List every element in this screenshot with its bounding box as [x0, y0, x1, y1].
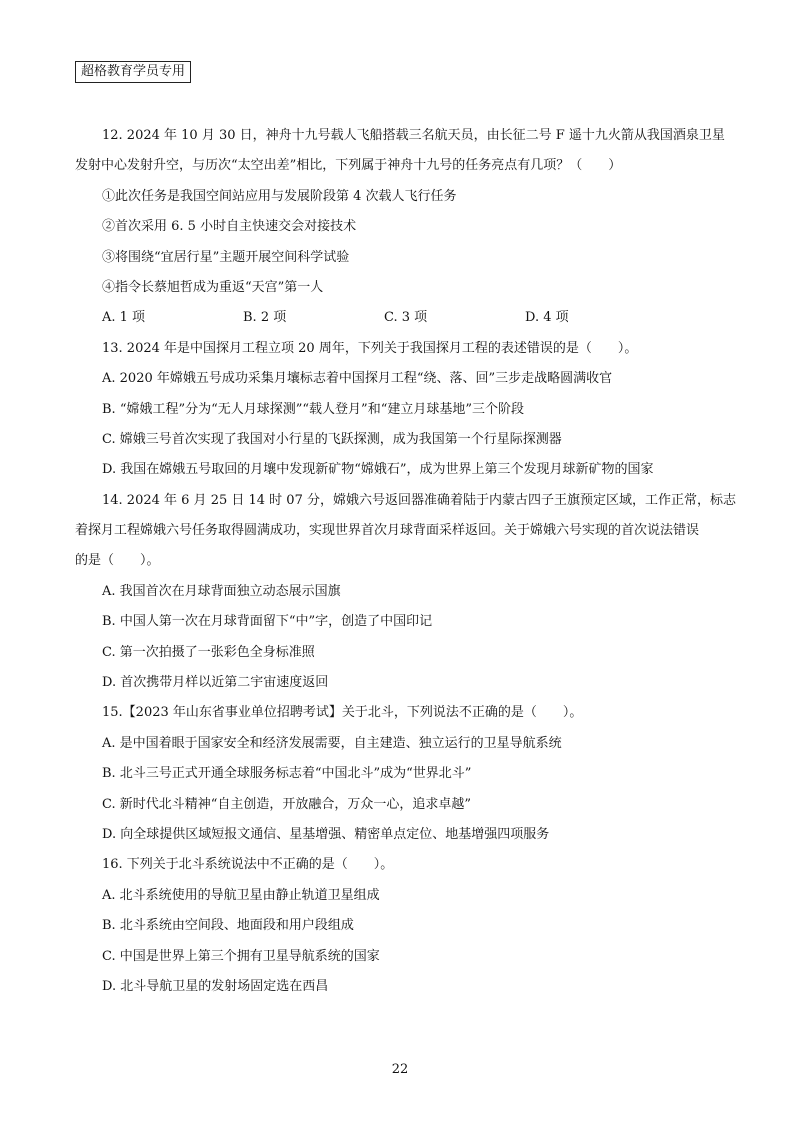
option-b: B. 中国人第一次在月球背面留下“中”字，创造了中国印记: [102, 614, 433, 630]
question-14: [75, 486, 736, 699]
question-stem-line: 发射中心发射升空，与历次“太空出差”相比，下列属于神舟十九号的任务亮点有几项？（ ）: [75, 158, 622, 174]
option-d: D. 北斗导航卫星的发射场固定选在西昌: [102, 978, 329, 994]
question-stem-line: 12. 2024 年 10 月 30 日，神舟十九号载人飞船搭载三名航天员，由长征二号 F 遥十九火箭从我国酒泉卫星: [102, 128, 725, 143]
option-c: C. 中国是世界上第三个拥有卫星导航系统的国家: [102, 948, 380, 964]
option-d: D. 4 项: [525, 310, 569, 326]
option-b: B. 北斗三号正式开通全球服务标志着“中国北斗”成为“世界北斗”: [102, 766, 472, 782]
question-12: [75, 121, 727, 334]
option-c: C. 新时代北斗精神“自主创造，开放融合，万众一心，追求卓越”: [102, 796, 472, 812]
option-c: C. 3 项: [384, 310, 428, 326]
question-list: [75, 121, 736, 1002]
question-13: [75, 334, 727, 486]
option-a: A. 北斗系统使用的导航卫星由静止轨道卫星组成: [102, 887, 380, 903]
question-stem-line: 13. 2024 年是中国探月工程立项 20 周年，下列关于我国探月工程的表述错误的是（ ）。: [102, 340, 638, 356]
option-b: B. “嫦娥工程”分为“无人月球探测”“载人登月”和“建立月球基地”三个阶段: [102, 401, 524, 417]
answer-options-row: [75, 303, 727, 333]
option-b: B. 2 项: [243, 310, 287, 326]
question-stem-line: 16. 下列关于北斗系统说法中不正确的是（ ）。: [102, 857, 394, 873]
option-d: D. 我国在嫦娥五号取回的月壤中发现新矿物“嫦娥石”，成为世界上第三个发现月球新矿物的国家: [102, 462, 654, 478]
option-b: B. 北斗系统由空间段、地面段和用户段组成: [102, 918, 354, 934]
question-stem-line: 着探月工程嫦娥六号任务取得圆满成功，实现世界首次月球背面采样返回。关于嫦娥六号实现的首次说法错误: [75, 523, 700, 539]
option-a: A. 1 项: [102, 310, 146, 326]
question-stem-line: 14. 2024 年 6 月 25 日 14 时 07 分，嫦娥六号返回器准确着陆于内蒙古四子王旗预定区域，工作正常，标志: [102, 492, 736, 508]
question-stem-line: 15.【2023 年山东省事业单位招聘考试】关于北斗，下列说法不正确的是（ ）。: [102, 705, 583, 721]
option-a: A. 是中国着眼于国家安全和经济发展需要，自主建造、独立运行的卫星导航系统: [102, 735, 562, 751]
statement-item: ①此次任务是我国空间站应用与发展阶段第 4 次载人飞行任务: [102, 188, 457, 204]
question-stem-line: 的是（ ）。: [75, 553, 160, 569]
question-15: [75, 698, 727, 850]
statement-item: ④指令长蔡旭哲成为重返“天宫”第一人: [102, 279, 324, 295]
page-number: 22: [391, 1062, 409, 1077]
statement-item: ③将围绕“宜居行星”主题开展空间科学试验: [102, 249, 350, 265]
option-d: D. 向全球提供区域短报文通信、星基增强、精密单点定位、地基增强四项服务: [102, 826, 550, 842]
option-c: C. 嫦娥三号首次实现了我国对小行星的飞跃探测，成为我国第一个行星际探测器: [102, 431, 562, 447]
option-c: C. 第一次拍摄了一张彩色全身标准照: [102, 644, 315, 660]
option-a: A. 我国首次在月球背面独立动态展示国旗: [102, 583, 341, 599]
option-d: D. 首次携带月样以近第二宇宙速度返回: [102, 675, 329, 691]
student-exclusive-tag: 超格教育学员专用: [75, 61, 191, 83]
statement-item: ②首次采用 6. 5 小时自主快速交会对接技术: [102, 219, 357, 235]
question-16: [75, 850, 727, 1002]
option-a: A. 2020 年嫦娥五号成功采集月壤标志着中国探月工程“绕、落、回”三步走战略圆满收官: [102, 371, 613, 387]
